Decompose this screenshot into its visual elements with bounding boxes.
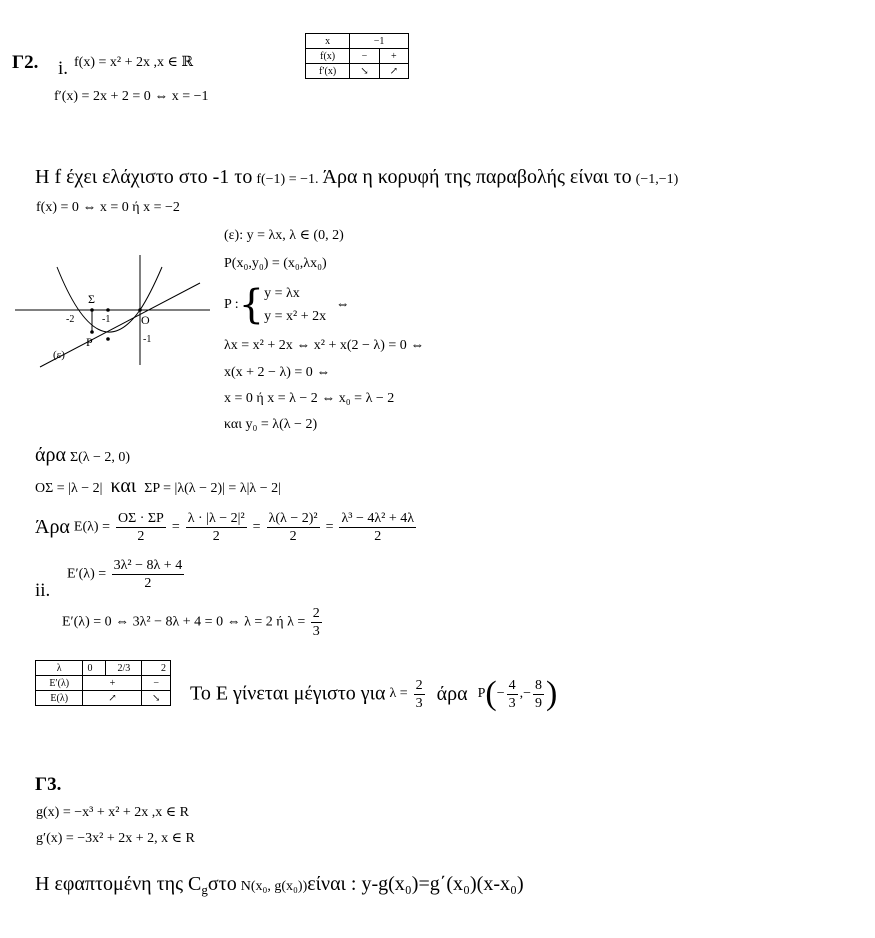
area-lhs: E(λ) = xyxy=(73,519,110,535)
ara-word: άρα xyxy=(35,444,66,466)
f-definition: f(x) = x² + 2x ,x ∈ ℝ xyxy=(74,55,193,70)
derivative-root: f′(x) = 2x + 2 = 0 ⇔ x = −1 xyxy=(54,89,209,104)
origin-point xyxy=(138,308,142,312)
maximum-line: Το Ε γίνεται μέγιστο για λ = $\frac{2}{3}$ άρα P(− $\frac{4}{3}$ ,− $\frac{8}{9}$ ) xyxy=(190,675,558,712)
minimum-text: Η f έχει ελάχιστο στο -1 το xyxy=(35,166,253,188)
table-row-label: f(x) xyxy=(306,49,350,64)
parabola-graph xyxy=(10,255,215,370)
sp-expression: ΣP = |λ(λ − 2)| = λ|λ − 2| xyxy=(144,481,281,496)
lengths-line xyxy=(35,475,281,498)
derivation-step-2: x(x + 2 − λ) = 0 ⇔ xyxy=(224,365,331,380)
part-ii-label: ii. xyxy=(35,580,51,601)
section-heading-g2: Γ2. xyxy=(12,52,39,73)
system-suffix: ⇔ xyxy=(335,297,350,312)
part-i-label: i. xyxy=(58,58,69,79)
point-minus1 xyxy=(106,308,110,312)
point-sigma xyxy=(90,308,94,312)
g-derivative: g′(x) = −3x² + 2x + 2, x ∈ R xyxy=(36,831,195,846)
table-cell: + xyxy=(379,49,408,64)
table-row-label: f′(x) xyxy=(306,64,350,79)
system-prefix: P : xyxy=(224,297,239,312)
sigma-line xyxy=(35,444,130,467)
max-text: Το Ε γίνεται μέγιστο για xyxy=(190,682,386,705)
vertex-value: (−1,−1) xyxy=(635,172,679,187)
label-p: P xyxy=(86,335,93,349)
os-expression: OΣ = |λ − 2| xyxy=(35,481,103,496)
area-ara: Άρα xyxy=(35,516,70,538)
system-eq2: y = x² + 2x xyxy=(264,309,327,324)
minimum-value: f(−1) = −1. xyxy=(256,172,319,187)
point-p xyxy=(90,330,94,334)
kai-word: και xyxy=(110,475,137,497)
table-header-x: x xyxy=(306,34,350,49)
line-equation: (ε): y = λx, λ ∈ (0, 2) xyxy=(224,228,344,243)
fraction: $\frac{O\Sigma \cdot \Sigma P}{2}$ xyxy=(117,511,164,544)
tangent-text-a: Η εφαπτομένη της C xyxy=(35,873,202,895)
table-header-point: −1 xyxy=(350,34,409,49)
fraction: $\frac{\text{λ · |λ − 2|²}}{2}$ xyxy=(187,511,245,544)
brace-icon: { xyxy=(238,282,265,328)
max-ara: άρα xyxy=(436,682,468,705)
fraction: $\frac{8}{9}$ xyxy=(535,677,543,711)
tangent-text-c: είναι : y-g(x₀)=g΄(x₀)(x-x₀) xyxy=(307,873,524,895)
sigma-point: Σ(λ − 2, 0) xyxy=(69,450,131,465)
table-header: 2/3 xyxy=(106,661,142,676)
table-cell: − xyxy=(350,49,379,64)
fraction: $\frac{4}{3}$ xyxy=(508,677,516,711)
system-block xyxy=(224,282,350,328)
tick-minus1: -1 xyxy=(102,314,111,325)
arrow-down-icon: ↘ xyxy=(142,691,171,706)
e-derivative-roots: E′(λ) = 0 ⇔ 3λ² − 8λ + 4 = 0 ⇔ λ = 2 ή λ = $\frac{2}{3}$ xyxy=(62,606,320,639)
arrow-down-icon: ↘ xyxy=(350,64,379,79)
tick-y-minus1: -1 xyxy=(143,334,152,345)
derivation-step-3: x = 0 ή x = λ − 2 ⇔ x₀ = λ − 2 xyxy=(224,391,395,406)
derivation-step-4: και y₀ = λ(λ − 2) xyxy=(224,417,318,432)
max-point-prefix: P xyxy=(477,686,486,701)
table-row-label: E′(λ) xyxy=(36,676,83,691)
tick-minus2: -2 xyxy=(66,314,75,325)
derivation-step-1: λx = x² + 2x ⇔ x² + x(2 − λ) = 0 ⇔ xyxy=(224,338,425,353)
tangent-point: N(x₀, g(x₀)) xyxy=(240,879,308,894)
e-derivative: E′(λ) = $\frac{\text{3λ² − 8λ + 4}}{2}$ xyxy=(67,558,183,591)
table-row-label: E(λ) xyxy=(36,691,83,706)
table-header: 0 xyxy=(83,661,106,676)
point-p-def: P(x₀,y₀) = (x₀,λx₀) xyxy=(224,256,327,271)
max-lambda: λ = xyxy=(389,686,408,701)
arrow-up-icon: ↗ xyxy=(379,64,408,79)
label-epsilon: (ε) xyxy=(53,349,65,361)
table-header: 2 xyxy=(142,661,171,676)
arrow-up-icon: ↗ xyxy=(83,691,142,706)
system-equations xyxy=(264,282,326,328)
label-origin: O xyxy=(141,313,150,327)
tangent-text-b: στο xyxy=(207,873,237,895)
area-formula: Άρα E(λ) = $\frac{O\Sigma \cdot \Sigma P}{2}$ = $\frac{\text{λ · |λ − 2|²}}{2}$ = $\frac{\text{λ(λ − 2)²}}{2}$ = $\frac{\text{λ³ − 4λ² + 4λ}}{2}$ xyxy=(35,511,415,544)
fraction: $\frac{\text{λ(λ − 2)²}}{2}$ xyxy=(268,511,318,544)
tangent-line xyxy=(35,873,524,898)
fraction: $\frac{\text{λ³ − 4λ² + 4λ}}{2}$ xyxy=(341,511,415,544)
label-sigma: Σ xyxy=(88,292,95,306)
table-cell: + xyxy=(83,676,142,691)
vertex-point xyxy=(106,337,110,341)
tangent-subscript: g xyxy=(201,882,208,898)
system-eq1: y = λx xyxy=(264,286,300,301)
sign-table-e xyxy=(35,660,171,706)
fraction: $\frac{\text{3λ² − 8λ + 4}}{2}$ xyxy=(113,558,183,591)
sign-table-f xyxy=(305,33,409,79)
table-cell: − xyxy=(142,676,171,691)
section-heading-g3: Γ3. xyxy=(35,774,62,795)
table-header: λ xyxy=(36,661,83,676)
roots-line: f(x) = 0 ⇔ x = 0 ή x = −2 xyxy=(36,200,180,215)
fraction: $\frac{2}{3}$ xyxy=(415,677,423,711)
vertex-text: Άρα η κορυφή της παραβολής είναι το xyxy=(322,166,632,188)
fraction: $\frac{2}{3}$ xyxy=(312,606,320,639)
minimum-line xyxy=(35,166,678,189)
g-definition: g(x) = −x³ + x² + 2x ,x ∈ R xyxy=(36,805,190,820)
